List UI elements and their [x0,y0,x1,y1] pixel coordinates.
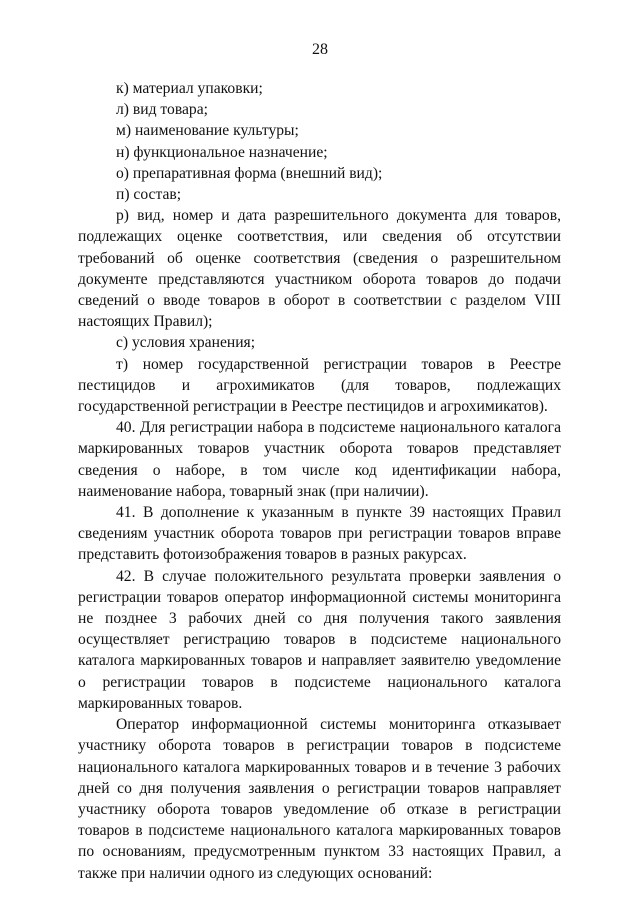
document-body [78,78,561,884]
paragraph-40: 40. Для регистрации набора в подсистеме национального каталога маркированных товаров участник оборота товаров представляет сведения о наборе, в том числе код идентификации набора, наименование набора, товарный знак (при наличии). [78,419,561,500]
list-item-k: к) материал упаковки; [116,80,263,97]
list-item-o: о) препаративная форма (внешний вид); [116,164,383,182]
paragraph-41: 41. В дополнение к указанным в пункте 39 настоящих Правил сведениям участник оборота товаров при регистрации товаров вправе представить фотоизображения товаров в разных ракурсах. [78,504,561,564]
page-number: 28 [312,41,328,58]
list-item-t: т) номер государственной регистрации товаров в Реестре пестицидов и агрохимикатов (для товаров, подлежащих государственной регистрации в Реестре пестицидов и агрохимикатов). [78,355,561,416]
paragraph-42: 42. В случае положительного результата проверки заявления о регистрации товаров оператор информационной системы мониторинга не позднее 3 рабочих дней со дня получения такого заявления осуществляет регистрацию товаров в подсистеме национального каталога маркированных товаров и направляет заявителю уведомление о регистрации товаров в подсистеме национального каталога маркированных товаров. [78,567,561,712]
list-item-r: р) вид, номер и дата разрешительного документа для товаров, подлежащих оценке соответствия, или сведения об отсутствии требований об оценке соответствия (сведения о разрешительном документе представляются участником оборота товаров до подачи сведений о вводе товаров в оборот в соответствии с разделом VIII настоящих Правил); [78,207,561,331]
list-item-p: п) состав; [116,186,182,204]
list-item-m: м) наименование культуры; [116,122,299,140]
list-item-n: н) функциональное назначение; [116,143,328,161]
paragraph-42-refusal: Оператор информационной системы мониторинга отказывает участнику оборота товаров в регистрации товаров в подсистеме национального каталога маркированных товаров и в течение 3 рабочих дней со дня получения заявления о регистрации товаров направляет участнику оборота товаров уведомление об отказе в регистрации товаров в подсистеме национального каталога маркированных товаров по основаниям, предусмотренным пунктом 33 настоящих Правил, а также при наличии одного из следующих оснований: [78,716,561,882]
list-item-l: л) вид товара; [116,101,208,119]
list-item-s: с) условия хранения; [116,334,256,352]
